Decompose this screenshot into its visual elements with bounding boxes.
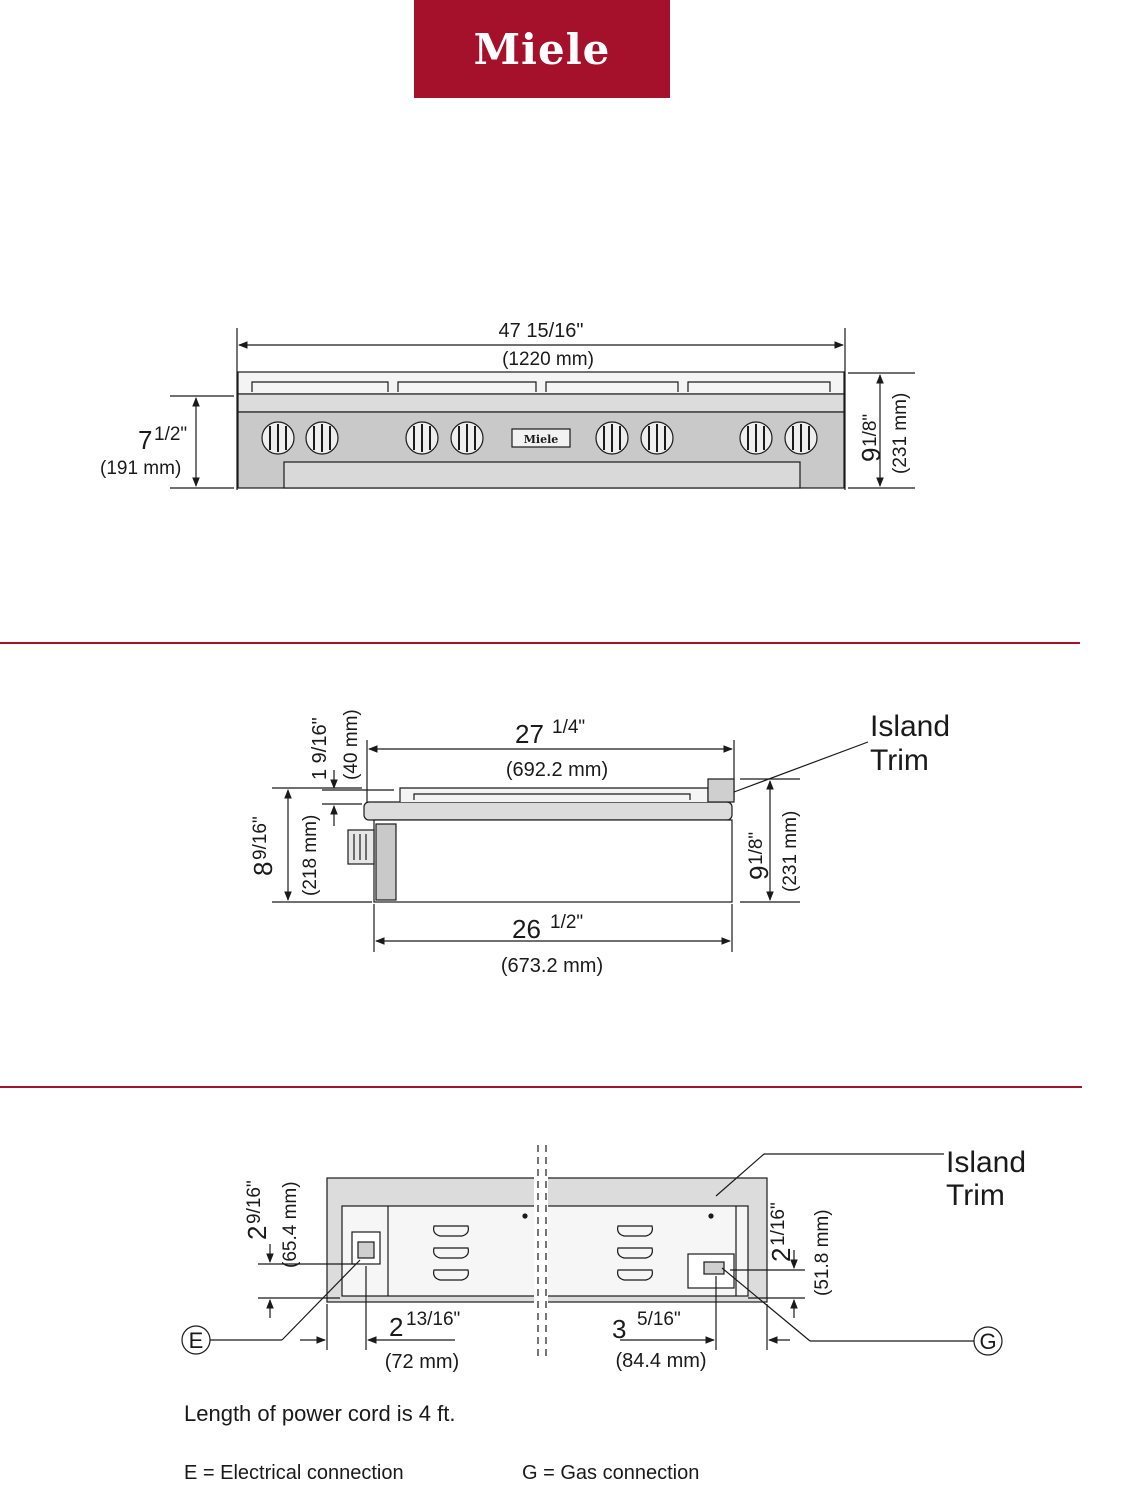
knob-badge: Miele — [523, 433, 559, 446]
island-trim-leader — [734, 742, 868, 792]
e-offset-mm: (72 mm) — [384, 1351, 460, 1373]
miele-logo — [414, 0, 670, 98]
rear-view-diagram — [0, 1130, 1143, 1390]
total-height-fraction: 1/8" — [860, 413, 881, 447]
side-total-height-fraction: 1/8" — [746, 831, 767, 865]
g-offset-whole: 3 — [612, 1314, 627, 1344]
panel-height-fraction: 1/2" — [154, 424, 188, 445]
width-inches-label: 47 15/16" — [498, 320, 584, 342]
knob-side-icon — [348, 830, 374, 864]
body-height-mm: (218 mm) — [300, 814, 321, 896]
top-thickness-inches: 1 9/16" — [309, 717, 331, 780]
cooktop-top-plate — [238, 394, 844, 412]
width-mm-label: (1220 mm) — [502, 349, 594, 370]
marker-g-label: G — [979, 1329, 997, 1354]
g-offset-mm: (84.4 mm) — [615, 1350, 707, 1372]
body-height-fraction: 9/16" — [250, 816, 271, 860]
left-height-whole: 2 — [242, 1225, 272, 1240]
total-height-whole: 9 — [856, 447, 886, 462]
e-offset-whole: 2 — [389, 1312, 404, 1342]
legend-gas: G = Gas connection — [522, 1462, 700, 1484]
cooktop-body — [374, 820, 732, 902]
cooktop-lower-recess — [284, 462, 800, 488]
top-thickness-mm: (40 mm) — [341, 709, 362, 780]
rear-island-trim-label-line2: Trim — [946, 1179, 1005, 1212]
bottom-depth-mm: (673.2 mm) — [500, 955, 604, 977]
left-height-mm: (65.4 mm) — [280, 1181, 301, 1268]
total-height-mm: (231 mm) — [890, 392, 911, 474]
rear-island-trim-label-line1: Island — [946, 1146, 1027, 1179]
front-view-diagram — [0, 300, 1143, 520]
right-height-whole: 2 — [766, 1247, 796, 1262]
logo-text: Miele — [473, 24, 611, 74]
island-trim-label-line1: Island — [870, 710, 951, 743]
side-total-height-whole: 9 — [744, 865, 774, 880]
section-divider — [0, 642, 1080, 644]
left-height-fraction: 9/16" — [244, 1180, 265, 1224]
bottom-depth-whole: 26 — [512, 914, 541, 944]
bottom-depth-fraction: 1/2" — [550, 912, 584, 933]
section-divider — [0, 1086, 1082, 1088]
body-height-whole: 8 — [248, 861, 278, 876]
panel-height-mm: (191 mm) — [100, 458, 182, 479]
marker-e-label: E — [188, 1328, 204, 1353]
top-depth-whole: 27 — [515, 719, 544, 749]
island-trim-label-line2: Trim — [870, 744, 929, 777]
top-depth-mm: (692.2 mm) — [505, 759, 609, 781]
cooktop-top-plate — [364, 802, 732, 820]
island-trim — [708, 779, 734, 802]
g-offset-fraction: 5/16" — [637, 1309, 681, 1330]
e-offset-fraction: 13/16" — [406, 1309, 461, 1330]
top-depth-fraction: 1/4" — [552, 717, 586, 738]
panel-height-whole: 7 — [138, 425, 153, 455]
cooktop-grates — [238, 372, 844, 394]
side-total-height-mm: (231 mm) — [780, 810, 801, 892]
side-view-diagram — [0, 680, 1143, 990]
right-height-fraction: 1/16" — [768, 1202, 789, 1246]
power-cord-note: Length of power cord is 4 ft. — [184, 1401, 456, 1426]
right-height-mm: (51.8 mm) — [812, 1209, 833, 1296]
legend-electrical: E = Electrical connection — [184, 1462, 404, 1484]
